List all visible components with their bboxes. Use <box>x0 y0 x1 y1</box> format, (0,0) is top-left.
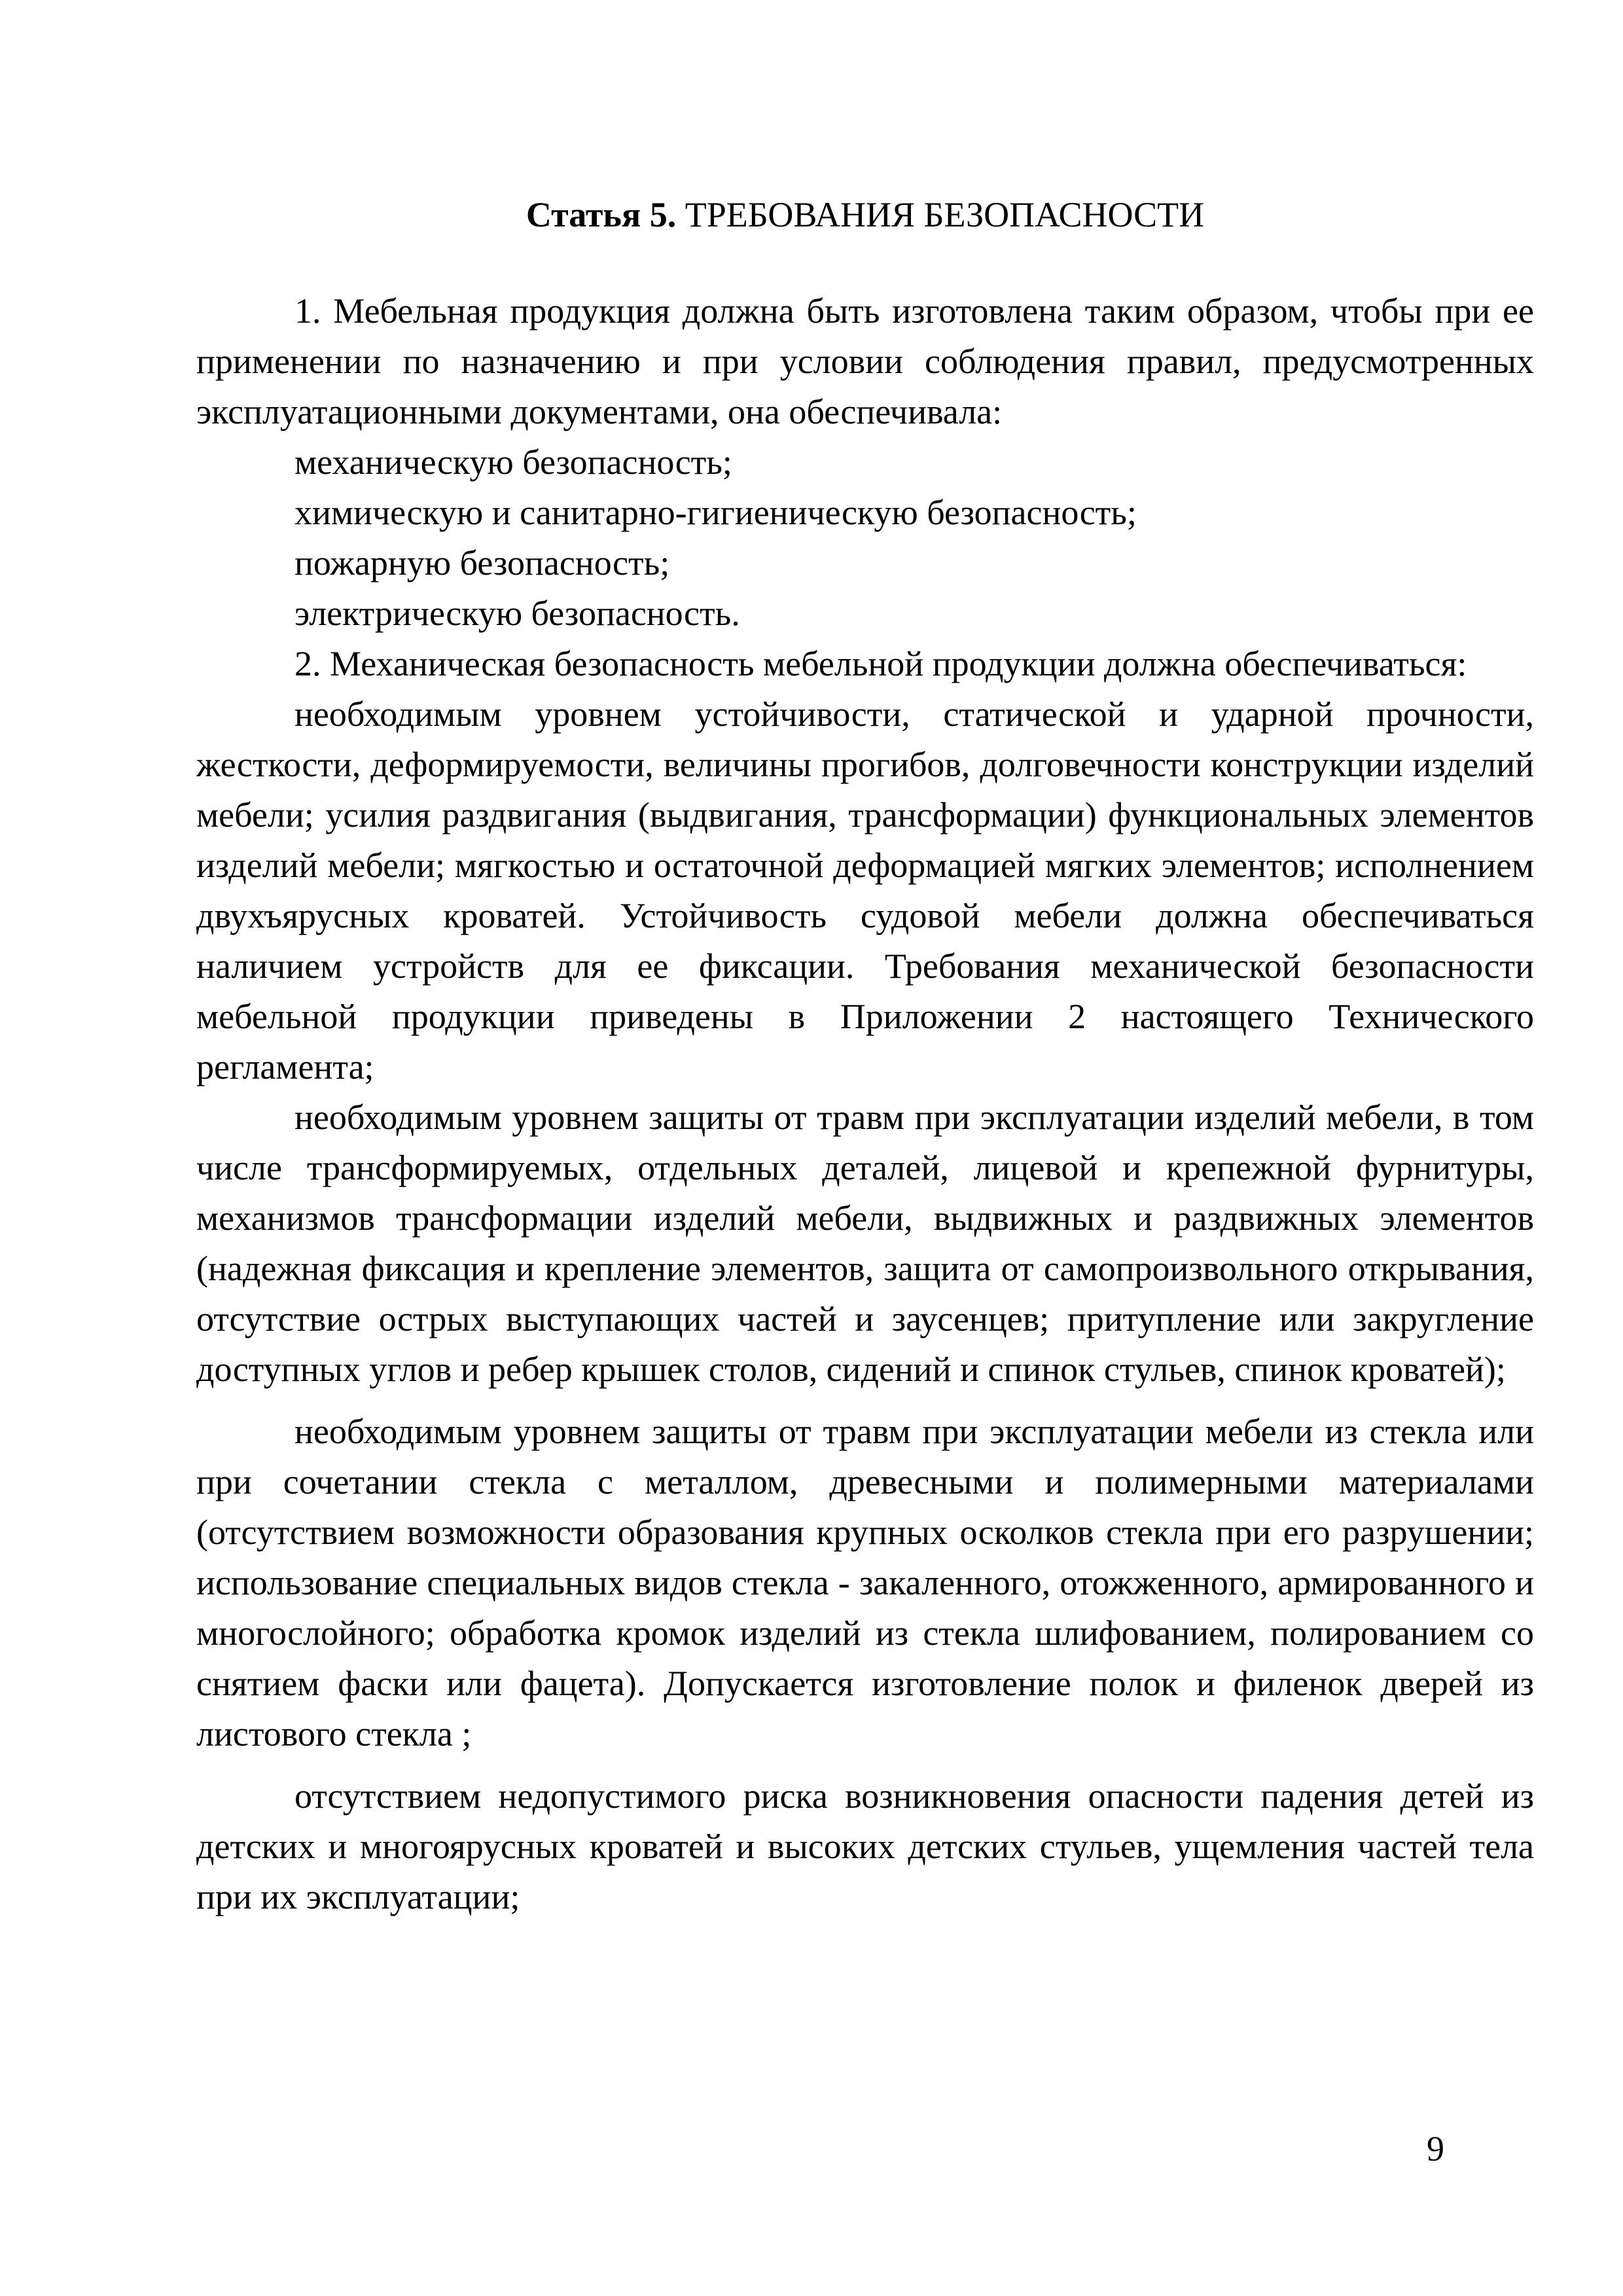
document-page <box>196 190 1534 1922</box>
paragraph-3: необходимым уровнем устойчивости, статической и ударной прочности, жесткости, деформируемости, величины прогибов, долговечности конструкции изделий мебели; усилия раздвигания (выдвигания, трансформации) функциональных элементов изделий мебели; мягкостью и остаточной деформацией мягких элементов; исполнением двухъярусных кроватей. Устойчивость судовой мебели должна обеспечиваться наличием устройств для ее фиксации. Требования механической безопасности мебельной продукции приведены в Приложении 2 настоящего Технического регламента; <box>196 694 1534 1086</box>
page-number: 9 <box>1427 2129 1444 2168</box>
paragraph-5: необходимым уровнем защиты от травм при эксплуатации мебели из стекла или при сочетании стекла с металлом, древесными и полимерными материалами (отсутствием возможности образования крупных осколков стекла при его разрушении; использование специальных видов стекла - закаленного, отожженного, армированного и многослойного; обработка кромок изделий из стекла шлифованием, полированием со снятием фаски или фацета). Допускается изготовление полок и филенок дверей из листового стекла ; <box>196 1412 1534 1753</box>
list-item: пожарную безопасность; <box>294 543 670 583</box>
paragraph-6: отсутствием недопустимого риска возникновения опасности падения детей из детских и многоярусных кроватей и высоких детских стульев, ущемления частей тела при их эксплуатации; <box>196 1776 1534 1916</box>
list-item: электрическую безопасность. <box>294 594 740 633</box>
paragraph-4: необходимым уровнем защиты от травм при эксплуатации изделий мебели, в том числе трансформируемых, отдельных деталей, лицевой и крепежной фурнитуры, механизмов трансформации изделий мебели, выдвижных и раздвижных элементов (надежная фиксация и крепление элементов, защита от самопроизвольного открывания, отсутствие острых выступающих частей и заусенцев; притупление или закругление доступных углов и ребер крышек столов, сидений и спинок стульев, спинок кроватей); <box>196 1098 1534 1389</box>
paragraph-2: 2. Механическая безопасность мебельной продукции должна обеспечиваться: <box>294 644 1467 683</box>
article-title: ТРЕБОВАНИЯ БЕЗОПАСНОСТИ <box>685 195 1205 234</box>
article-heading <box>196 190 1534 240</box>
list-item: химическую и санитарно-гигиеническую безопасность; <box>294 493 1137 532</box>
article-number: Статья 5. <box>526 195 677 234</box>
list-item: механическую безопасность; <box>294 442 732 482</box>
paragraph-1: 1. Мебельная продукция должна быть изготовлена таким образом, чтобы при ее применении по назначению и при условии соблюдения правил, предусмотренных эксплуатационными документами, она обеспечивала: <box>196 291 1534 431</box>
